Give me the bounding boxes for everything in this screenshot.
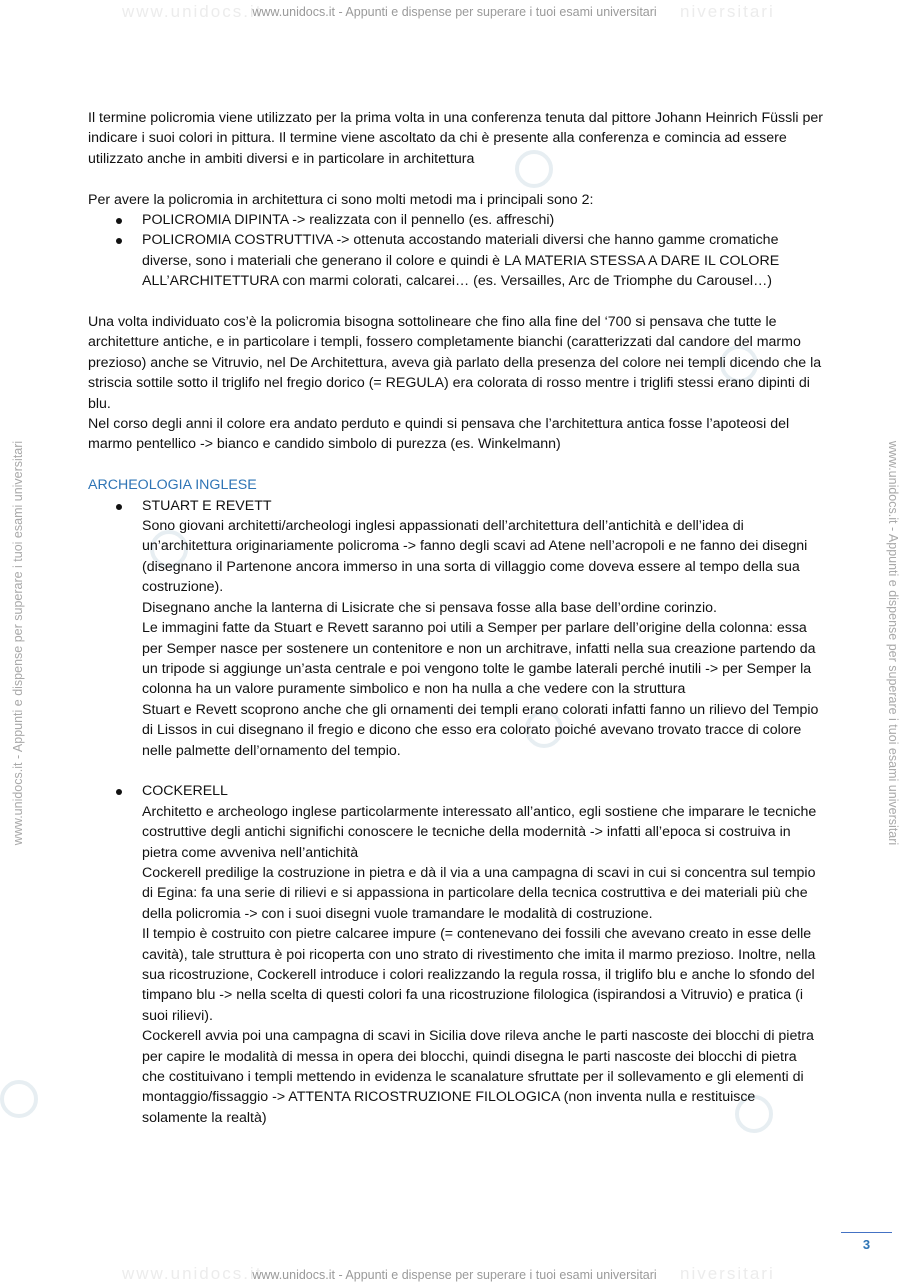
marble-paragraph: Nel corso degli anni il colore era andato perduto e quindi si pensava che l’architettura antica fosse l’apoteosi del marmo pentellico -> bianco e candido simbolo di purezza (es. Winkelmann): [88, 416, 790, 453]
intro-paragraph: Il termine policromia viene utilizzato per la prima volta in una conferenza tenuta dal pittore Johann Heinrich Füssli per indicare i suoi colori in pittura. Il termine viene ascoltato da chi è presente alla conferenza e comincia ad essere utilizzato anche in ambiti diversi e in particolare in architettura: [88, 110, 823, 167]
document-body: [88, 108, 823, 1128]
methods-intro: Per avere la policromia in architettura ci sono molti metodi ma i principali sono 2:: [88, 191, 594, 208]
list-item: POLICROMIA COSTRUTTIVA -> ottenuta accostando materiali diversi che hanno gamme cromatiche diverse, sono i materiali che generano il colore e quindi è LA MATERIA STESSA A DARE IL COLORE ALL’ARCHITETTURA con marmi colorati, calcarei… (es. Versailles, Arc de Triomphe du Carousel…): [88, 230, 823, 291]
cockerell-line: Cockerell predilige la costruzione in pietra e dà il via a una campagna di scavi in cui si concentra sul tempio di Egina: fa una serie di rilievi e si appassiona in particolare della tecnica costruttiva e dei materiali più che della policromia -> con i suoi disegni vuole tramandare le modalità di costruzione.: [142, 864, 816, 922]
bullet-icon: [116, 218, 122, 224]
stuart-line: Le immagini fatte da Stuart e Revett saranno poi utili a Semper per parlare dell’origine della colonna: essa per Semper nasce per sostenere un contenitore e non un architrave, infatti nella sua creazione partendo da un tripode si aggiunge un’asta centrale e poi vengono tolte le gambe laterali perché inutili -> per Semper la colonna ha un valore puramente simbolico e non ha nulla a che vedere con la struttura: [142, 620, 816, 698]
page-number: 3: [862, 1237, 871, 1252]
watermark-logo-icon: [0, 1080, 38, 1118]
cockerell-line: Il tempio è costruito con pietre calcaree impure (= contenevano dei fossili che avevano creato in esse delle cavità), tale struttura è poi ricoperta con uno strato di rivestimento che imita il marmo prezioso. Inoltre, nella sua ricostruzione, Cockerell introduce i colori realizzando la regula rossa, il triglifo blu e anche lo sfondo del timpano blu -> nella scelta di questi colori fa una ricostruzione filologica (ispirandosi a Vitruvio) e pratica (i suoi rilievi).: [142, 926, 816, 1024]
cockerell-line: Cockerell avvia poi una campagna di scavi in Sicilia dove rileva anche le parti nascoste dei blocchi di pietra per capire le modalità di messa in opera dei blocchi, quindi disegna le parti nascoste dei blocchi di pietra che costituivano i templi mettendo in evidenza le scanalature sfruttate per il sollevamento e gli elementi di montaggio/fissaggio -> ATTENTA RICOSTRUZIONE FILOLOGICA (non inventa nulla e restituisce solamente la realtà): [142, 1028, 814, 1126]
ghost-watermark-left: www.unidocs.it: [122, 2, 263, 21]
list-item: POLICROMIA DIPINTA -> realizzata con il pennello (es. affreschi): [88, 210, 823, 230]
list-item-stuart: [88, 496, 823, 761]
stuart-line: Stuart e Revett scoprono anche che gli ornamenti dei templi erano colorati infatti fanno un rilievo del Tempio di Lissos in cui disegnano il fregio e dicono che esso era colorato poiché avevano trovato tracce di colore nelle palmette dell’ornamento del tempio.: [142, 701, 819, 759]
bullet-icon: [116, 789, 122, 795]
cockerell-line: Architetto e archeologo inglese particolarmente interessato all’antico, egli sostiene che imparare le tecniche costruttive degli antichi significhi conoscere le tecniche della modernità -> infatti all’epoca si costruiva in pietra come avveniva nell’antichità: [142, 803, 817, 861]
ghost-watermark-right: niversitari: [680, 2, 775, 21]
methods-list: [88, 210, 823, 292]
cockerell-title: COCKERELL: [142, 783, 228, 800]
bullet-icon: [116, 504, 122, 510]
page-number-rule: [841, 1232, 892, 1233]
header-watermark: www.unidocs.it - Appunti e dispense per superare i tuoi esami universitari: [252, 5, 657, 19]
ghost-watermark-bottom-left: www.unidocs.it: [122, 1264, 263, 1283]
side-watermark-left: www.unidocs.it - Appunti e dispense per superare i tuoi esami universitari: [11, 440, 25, 846]
ghost-watermark-bottom-right: niversitari: [680, 1264, 775, 1283]
cockerell-list: [88, 781, 823, 1128]
list-item-cockerell: [88, 781, 823, 1128]
policromia-paragraph: Una volta individuato cos’è la policromia bisogna sottolineare che fino alla fine del ‘700 si pensava che tutte le architetture antiche, e in particolare i templi, fossero completamente bianchi (caratterizzati dal candore del marmo prezioso) anche se Vitruvio, nel De Architettura, aveva già parlato della presenza del colore nei templi dicendo che la striscia sottile sotto il triglifo nel fregio dorico (= REGULA) era colorata di rosso mentre i triglifi stessi erano dipinti di blu.: [88, 314, 822, 412]
stuart-list: [88, 496, 823, 761]
footer-watermark: www.unidocs.it - Appunti e dispense per superare i tuoi esami universitari: [252, 1268, 657, 1282]
section-heading: ARCHEOLOGIA INGLESE: [88, 477, 257, 494]
stuart-line: Disegnano anche la lanterna di Lisicrate che si pensava fosse alla base dell’ordine corinzio.: [142, 599, 717, 616]
side-watermark-right: www.unidocs.it - Appunti e dispense per superare i tuoi esami universitari: [886, 440, 900, 846]
bullet-icon: [116, 238, 122, 244]
stuart-title: STUART E REVETT: [142, 497, 272, 514]
stuart-line: Sono giovani architetti/archeologi inglesi appassionati dell’architettura dell’antichità e dell’idea di un’architettura originariamente policroma -> fanno degli scavi ad Atene nell’acropoli e ne fanno dei disegni (disegnano il Partenone ancora immerso in una sorta di villaggio come doveva essere al tempo della sua costruzione).: [142, 518, 808, 596]
